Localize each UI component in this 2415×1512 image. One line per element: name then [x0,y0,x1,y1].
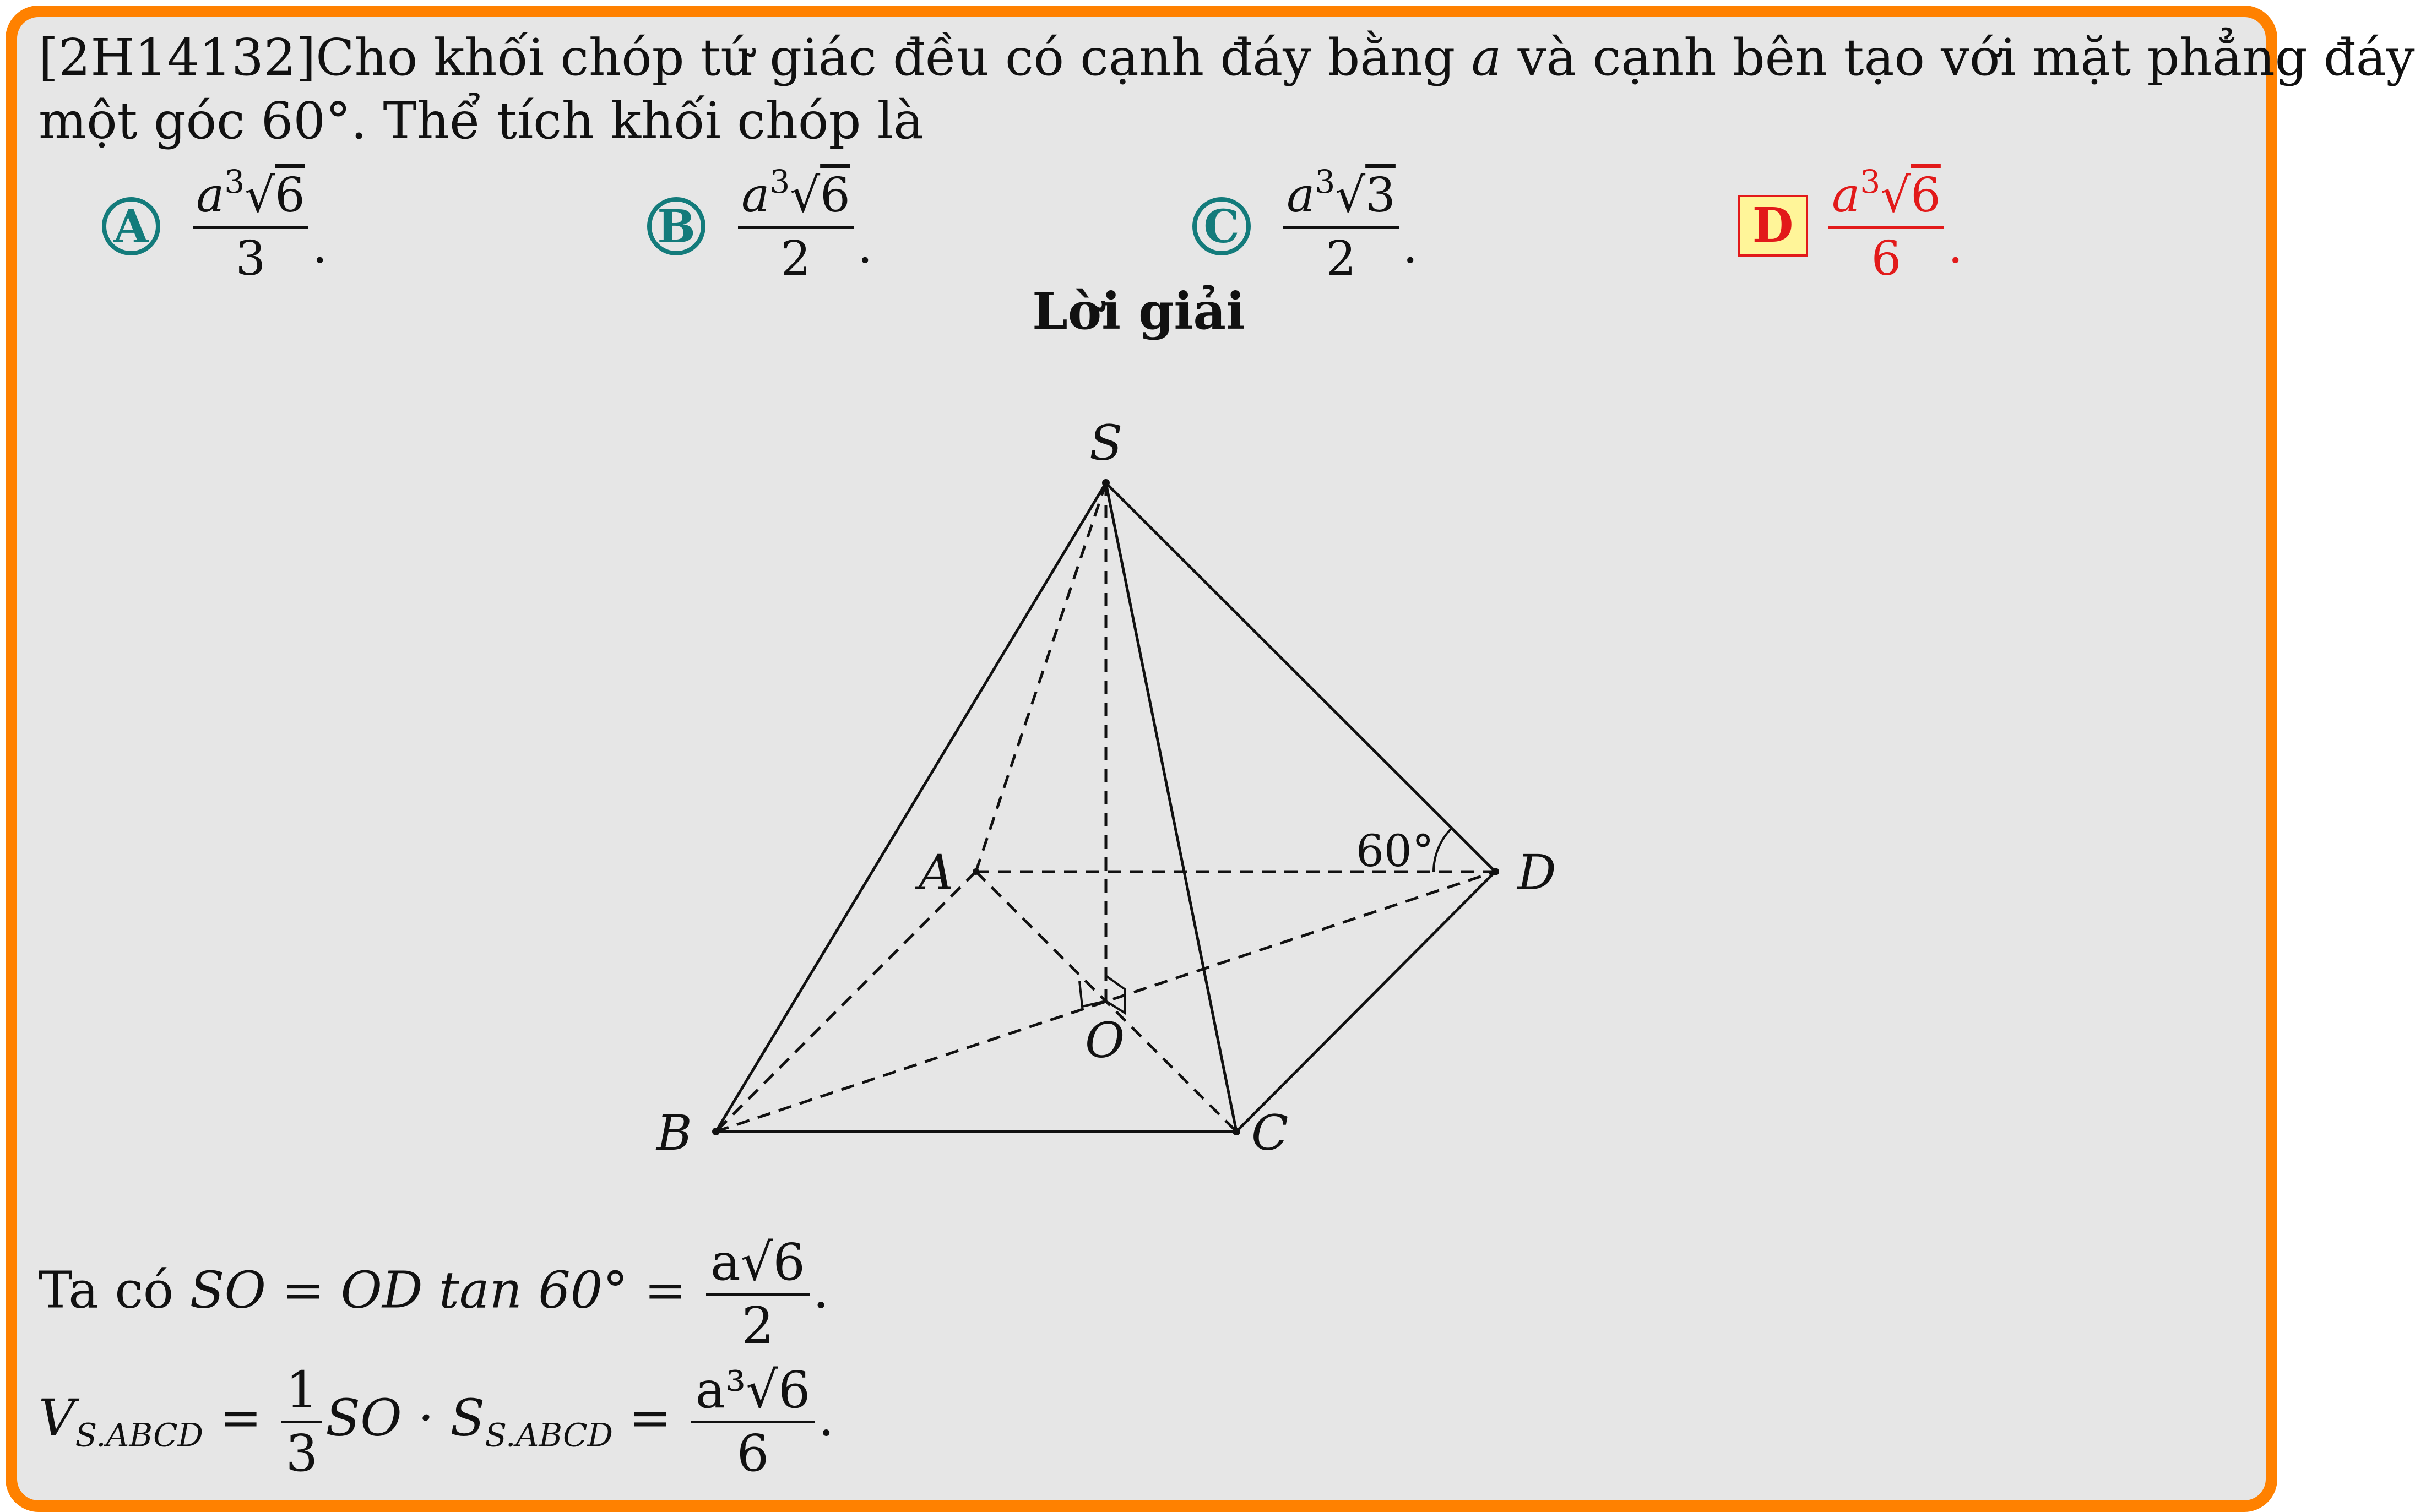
option-a-marker[interactable]: A [102,197,160,255]
edge-sd [1106,483,1495,872]
angle-label: 60° [1356,825,1434,877]
option-b-fraction: $a^3√6$ 2 [735,165,856,289]
option-c-fraction: $a^3√3$ 2 [1280,165,1402,289]
right-angle-mark-1 [1079,981,1106,1007]
option-b-marker[interactable]: B [647,197,705,255]
label-s: S [1089,415,1123,471]
question-code: [2H14132] [39,28,316,87]
option-d-marker-correct[interactable]: D [1738,195,1808,257]
question-text-b: và cạnh bên tạo với mặt phẳng đáy [1517,28,2415,87]
option-a-fraction: $a^3√6$ 3 [190,165,311,289]
label-c: C [1251,1105,1289,1161]
label-b: B [656,1105,692,1161]
edge-cd [1236,872,1495,1132]
right-angle-mark-2 [1106,976,1125,1013]
edge-sc [1106,483,1236,1132]
label-d: D [1517,844,1556,901]
option-d-fraction: $a^3√6$ 6 [1826,165,1947,289]
angle-arc-d [1434,828,1452,872]
option-c-marker[interactable]: C [1192,197,1251,255]
label-o: O [1085,1012,1125,1069]
solution-heading: Lời giải [1032,281,1245,341]
variable-a: a [1471,28,1502,87]
label-a: A [919,844,954,901]
solution-line-2: $V_{S.ABCD}$ = $\frac{1}{3}$ SO · $S_{S.ABCD}$ = $\frac{\text{a³√6}}{6}$ . [39,1361,834,1483]
edge-sa [976,483,1106,872]
edge-sb [716,483,1106,1132]
question-text-a: Cho khối chóp tứ giác đều có cạnh đáy bằng [316,28,1456,87]
edge-ab [716,872,976,1132]
question-line-2: một góc 60°. Thể tích khối chóp là [39,91,924,150]
solution-line-1: Ta có SO = OD tan 60° = $\frac{a√6}{2}$ . [39,1233,829,1355]
